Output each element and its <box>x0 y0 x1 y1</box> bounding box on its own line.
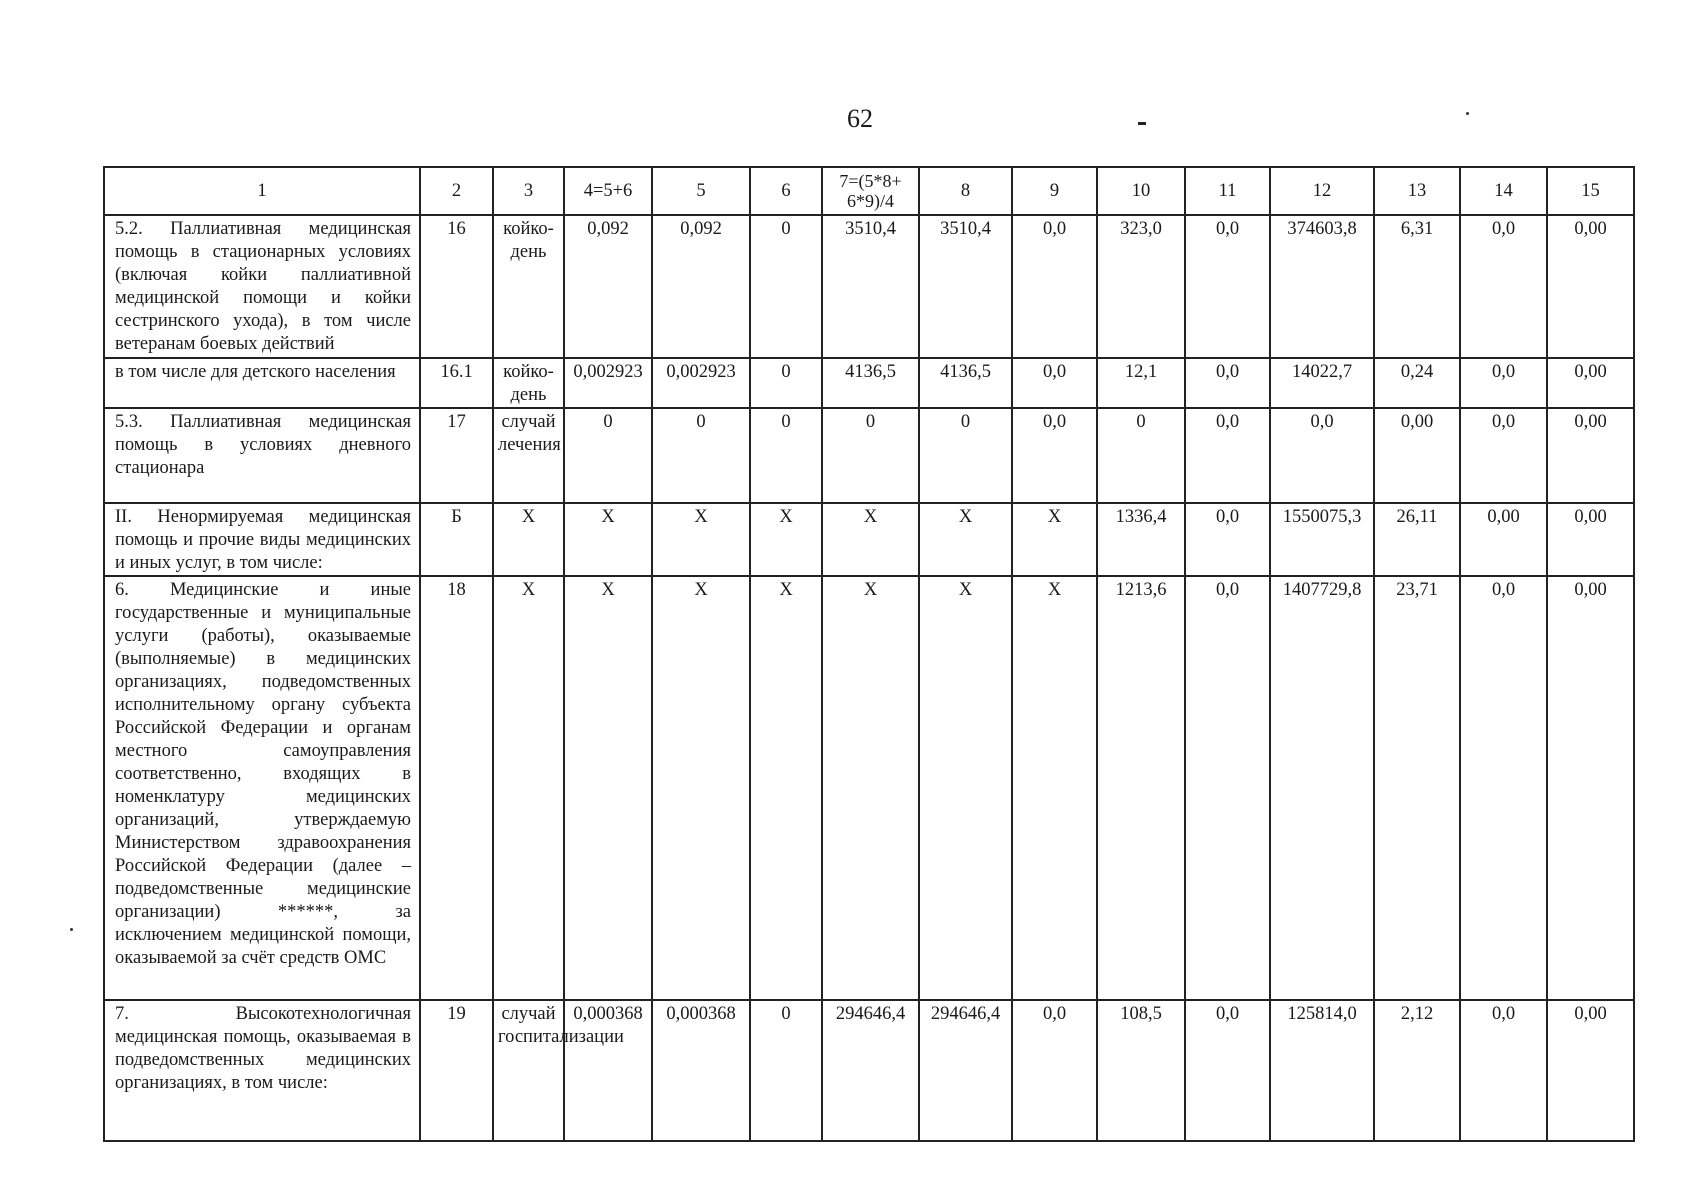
column-header: 12 <box>1270 167 1374 215</box>
table-cell: X <box>564 576 652 1000</box>
column-header: 1 <box>104 167 420 215</box>
table-cell: 0,0 <box>1270 408 1374 503</box>
table-cell: 3510,4 <box>822 215 919 358</box>
table-cell: 0,0 <box>1460 358 1547 408</box>
table-cell: X <box>822 503 919 576</box>
row-name: 7. Высокотехнологичная медицинская помощь, оказываемая в подведомственных медицинских организациях, в том числе: <box>104 1000 420 1141</box>
column-header: 7=(5*8+ 6*9)/4 <box>822 167 919 215</box>
table-cell: 0,002923 <box>564 358 652 408</box>
row-unit: X <box>493 576 564 1000</box>
row-code: 16 <box>420 215 493 358</box>
table-row <box>104 358 1634 408</box>
table-cell: X <box>1012 576 1097 1000</box>
data-table <box>103 166 1635 1142</box>
table-cell: 0,092 <box>652 215 750 358</box>
row-unit: случай лечения <box>493 408 564 503</box>
table-cell: 1213,6 <box>1097 576 1185 1000</box>
table-row <box>104 503 1634 576</box>
column-header: 2 <box>420 167 493 215</box>
table-row <box>104 215 1634 358</box>
table-cell: 0 <box>750 215 822 358</box>
column-header: 5 <box>652 167 750 215</box>
table-cell: 0,0 <box>1460 215 1547 358</box>
table-cell: 0 <box>564 408 652 503</box>
table-cell: X <box>652 503 750 576</box>
table-cell: 0,0 <box>1460 576 1547 1000</box>
column-header: 14 <box>1460 167 1547 215</box>
table-cell: 0,0 <box>1185 576 1270 1000</box>
table-cell: 0,0 <box>1012 408 1097 503</box>
table-cell: 0,00 <box>1547 1000 1634 1141</box>
table-row <box>104 408 1634 503</box>
column-header: 9 <box>1012 167 1097 215</box>
table-cell: 4136,5 <box>919 358 1012 408</box>
table-cell: 0,0 <box>1185 1000 1270 1141</box>
row-code: 18 <box>420 576 493 1000</box>
row-name: в том числе для детского населения <box>104 358 420 408</box>
table-cell: 0 <box>822 408 919 503</box>
table-cell: 3510,4 <box>919 215 1012 358</box>
column-header: 4=5+6 <box>564 167 652 215</box>
column-header: 13 <box>1374 167 1460 215</box>
row-code: 19 <box>420 1000 493 1141</box>
table-cell: 0,092 <box>564 215 652 358</box>
table-cell: 1407729,8 <box>1270 576 1374 1000</box>
table-cell: 0,00 <box>1547 408 1634 503</box>
table-cell: X <box>919 576 1012 1000</box>
table-cell: 0,000368 <box>564 1000 652 1141</box>
table-cell: 0,002923 <box>652 358 750 408</box>
table-cell: 0,00 <box>1547 576 1634 1000</box>
table-cell: 0,0 <box>1460 408 1547 503</box>
table-cell: 4136,5 <box>822 358 919 408</box>
scan-dash-mark <box>1138 122 1146 125</box>
table-cell: 0,00 <box>1547 215 1634 358</box>
table-cell: 294646,4 <box>919 1000 1012 1141</box>
table-cell: 125814,0 <box>1270 1000 1374 1141</box>
row-unit: X <box>493 503 564 576</box>
table-header-row <box>104 167 1634 215</box>
table-cell: 1336,4 <box>1097 503 1185 576</box>
table-cell: 12,1 <box>1097 358 1185 408</box>
row-code: Б <box>420 503 493 576</box>
table-cell: 0,0 <box>1185 358 1270 408</box>
row-name: 6. Медицинские и иные государственные и муниципальные услуги (работы), оказываемые (выполняемые) в медицинских организациях, подведомственных исполнительному органу субъекта Российской Федерации и органам местного самоуправления соответственно, входящих в номенклатуру медицинских организаций, утверждаемую Министерством здравоохранения Российской Федерации (далее – подведомственные медицинские организации) ******, за исключением медицинской помощи, оказываемой за счёт средств ОМС <box>104 576 420 1000</box>
table-cell: 374603,8 <box>1270 215 1374 358</box>
row-code: 16.1 <box>420 358 493 408</box>
table-cell: 0 <box>652 408 750 503</box>
table-cell: 14022,7 <box>1270 358 1374 408</box>
table-cell: 0 <box>750 1000 822 1141</box>
table-cell: X <box>750 503 822 576</box>
table-cell: 0,0 <box>1012 358 1097 408</box>
row-unit: случай госпитализации <box>493 1000 564 1141</box>
table-cell: 0 <box>750 408 822 503</box>
table-row <box>104 576 1634 1000</box>
column-header: 3 <box>493 167 564 215</box>
table-cell: X <box>564 503 652 576</box>
table-cell: 0,0 <box>1460 1000 1547 1141</box>
row-code: 17 <box>420 408 493 503</box>
table-cell: 23,71 <box>1374 576 1460 1000</box>
table-cell: 0,0 <box>1012 1000 1097 1141</box>
table-cell: 108,5 <box>1097 1000 1185 1141</box>
table-cell: 0,0 <box>1185 215 1270 358</box>
table-cell: 0,00 <box>1547 503 1634 576</box>
table-cell: 323,0 <box>1097 215 1185 358</box>
table-cell: 0,0 <box>1185 503 1270 576</box>
table-cell: 2,12 <box>1374 1000 1460 1141</box>
table-cell: 0,00 <box>1374 408 1460 503</box>
table-cell: 0,24 <box>1374 358 1460 408</box>
table-cell: X <box>919 503 1012 576</box>
table-cell: 1550075,3 <box>1270 503 1374 576</box>
table-cell: 294646,4 <box>822 1000 919 1141</box>
table-cell: 0,0 <box>1185 408 1270 503</box>
table-cell: X <box>750 576 822 1000</box>
column-header: 8 <box>919 167 1012 215</box>
table-row <box>104 1000 1634 1141</box>
table-cell: X <box>822 576 919 1000</box>
row-unit: койко-день <box>493 215 564 358</box>
column-header: 6 <box>750 167 822 215</box>
column-header: 11 <box>1185 167 1270 215</box>
row-name: II. Ненормируемая медицинская помощь и прочие виды медицинских и иных услуг, в том числе: <box>104 503 420 576</box>
table-cell: X <box>1012 503 1097 576</box>
scan-dot-mark <box>70 928 73 931</box>
table-cell: 26,11 <box>1374 503 1460 576</box>
table-cell: 0,00 <box>1460 503 1547 576</box>
column-header: 10 <box>1097 167 1185 215</box>
column-header: 15 <box>1547 167 1634 215</box>
row-name: 5.2. Паллиативная медицинская помощь в стационарных условиях (включая койки паллиативной медицинской помощи и койки сестринского ухода), в том числе ветеранам боевых действий <box>104 215 420 358</box>
table-cell: 6,31 <box>1374 215 1460 358</box>
table-cell: X <box>652 576 750 1000</box>
table-cell: 0,00 <box>1547 358 1634 408</box>
table-cell: 0,0 <box>1012 215 1097 358</box>
table-cell: 0 <box>919 408 1012 503</box>
scan-dot-mark <box>1466 112 1469 115</box>
page-number: 62 <box>847 104 873 133</box>
row-name: 5.3. Паллиативная медицинская помощь в условиях дневного стационара <box>104 408 420 503</box>
table-cell: 0 <box>750 358 822 408</box>
row-unit: койко-день <box>493 358 564 408</box>
table-cell: 0 <box>1097 408 1185 503</box>
table-cell: 0,000368 <box>652 1000 750 1141</box>
